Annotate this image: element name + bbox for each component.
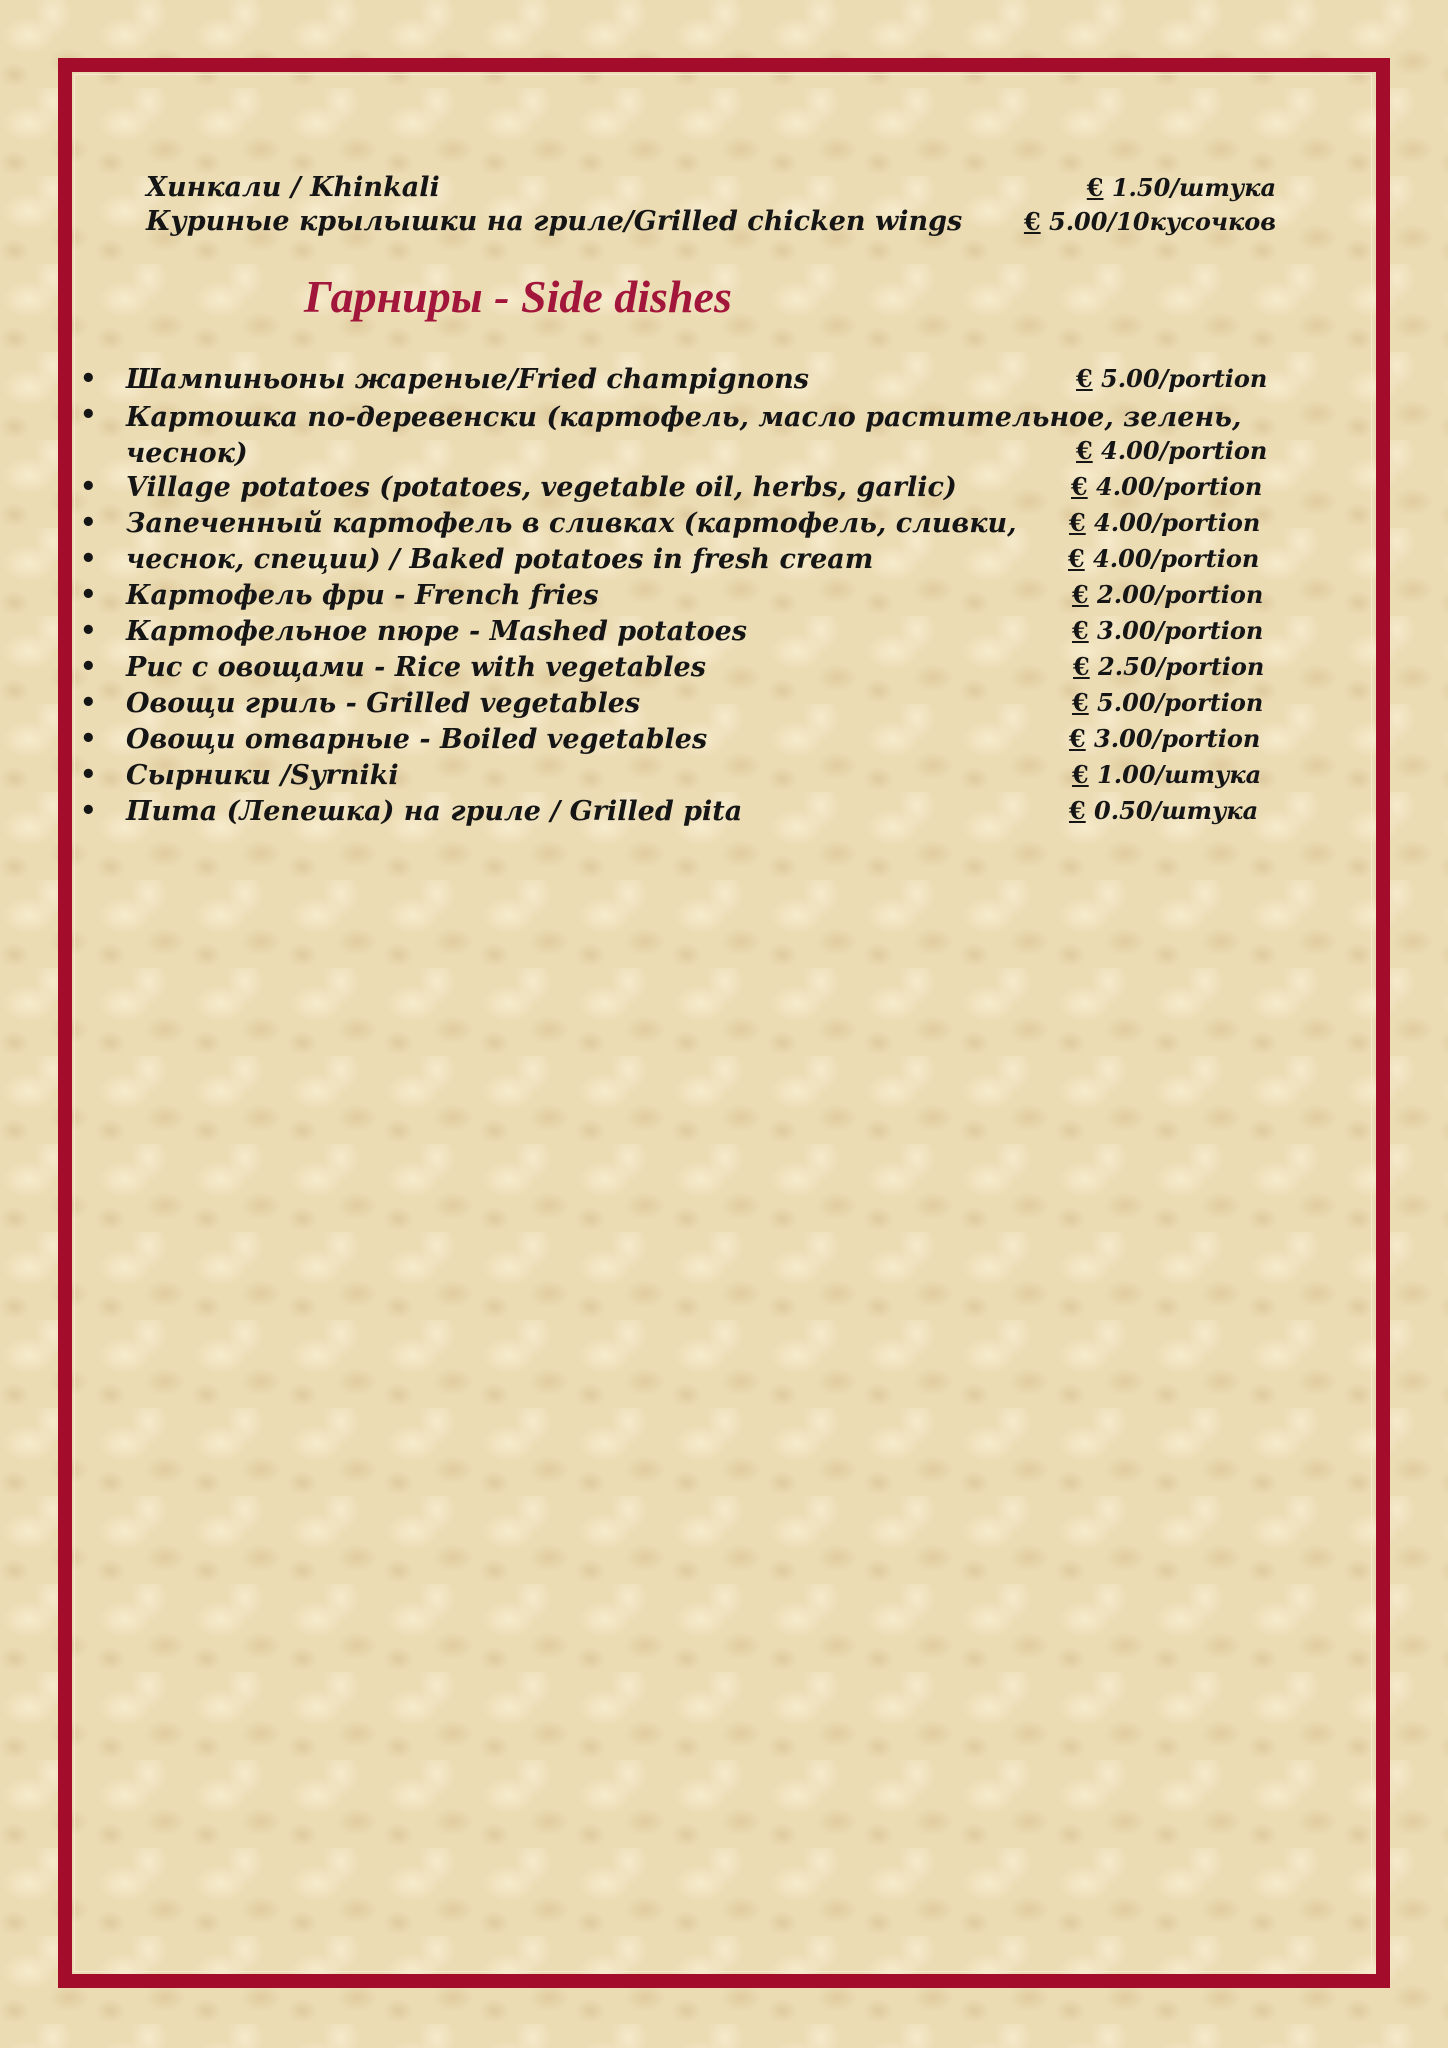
menu-item-chicken-wings (146, 206, 1276, 240)
euro-symbol: € (1073, 652, 1090, 681)
euro-symbol: € (1069, 508, 1086, 537)
dish-price (1076, 364, 1267, 393)
top-items-list (146, 172, 1276, 240)
price-value: 5.00/portion (1088, 688, 1264, 717)
menu-item-khinkali (146, 172, 1276, 206)
bullet-icon: • (80, 472, 97, 502)
bullet-icon: • (80, 796, 97, 826)
list-item (0, 472, 1448, 508)
dish-name: Картофель фри - French fries (126, 580, 599, 611)
list-item (0, 760, 1448, 796)
list-item (0, 688, 1448, 724)
section-title-side-dishes: Гарниры - Side dishes (304, 271, 732, 322)
euro-symbol: € (1076, 436, 1093, 465)
euro-symbol: € (1072, 760, 1089, 789)
euro-symbol: € (1071, 472, 1088, 501)
euro-symbol: € (1069, 724, 1086, 753)
bullet-icon: • (80, 652, 97, 682)
dish-name: Картошка по-деревенски (картофель, масло растительное, зелень, чеснок) (126, 402, 1242, 469)
bullet-icon: • (80, 400, 97, 430)
bullet-icon: • (80, 724, 97, 754)
dish-name: Village potatoes (potatoes, vegetable oil, herbs, garlic) (126, 472, 957, 503)
list-item (0, 364, 1448, 400)
euro-symbol: € (1068, 544, 1085, 573)
menu-item-name: Куриные крылышки на гриле/Grilled chicken wings (146, 206, 963, 237)
dish-price (1069, 796, 1258, 825)
dish-price (1069, 508, 1260, 537)
euro-symbol: € (1069, 796, 1086, 825)
euro-symbol: € (1072, 580, 1089, 609)
list-item (0, 796, 1448, 832)
list-item (0, 544, 1448, 580)
dish-name: Овощи отварные - Boiled vegetables (126, 724, 708, 755)
bullet-icon: • (80, 364, 97, 394)
price-value: 4.00/portion (1092, 436, 1268, 465)
price-value: 5.00/portion (1092, 364, 1268, 393)
price-value: 1.50/штука (1103, 173, 1276, 202)
euro-symbol: € (1072, 616, 1089, 645)
dish-price (1072, 616, 1263, 645)
dish-price (1072, 760, 1261, 789)
dish-name: Картофельное пюре - Mashed potatoes (126, 616, 747, 647)
euro-symbol: € (1023, 207, 1041, 236)
dish-price (1072, 580, 1263, 609)
dish-name: чеснок, специи) / Baked potatoes in fresh cream (126, 544, 874, 575)
price-value: 2.00/portion (1088, 580, 1264, 609)
list-item (0, 580, 1448, 616)
bullet-icon: • (80, 616, 97, 646)
dish-price (1073, 652, 1264, 681)
price-value: 1.00/штука (1088, 760, 1262, 789)
list-item (0, 652, 1448, 688)
price-value: 4.00/portion (1085, 508, 1261, 537)
price-value: 0.50/штука (1085, 796, 1259, 825)
price-value: 4.00/portion (1087, 472, 1263, 501)
dish-price (1071, 472, 1262, 501)
list-item (0, 508, 1448, 544)
price-value: 3.00/portion (1088, 616, 1264, 645)
dish-name: Овощи гриль - Grilled vegetables (126, 688, 641, 719)
euro-symbol: € (1076, 364, 1093, 393)
list-item (0, 400, 1448, 472)
menu-border-inner (74, 74, 1372, 1972)
side-dishes-list (0, 364, 1448, 832)
euro-symbol: € (1072, 688, 1089, 717)
dish-name: Шампиньоны жареные/Fried champignons (126, 364, 809, 395)
dish-name: Запеченный картофель в сливках (картофель, сливки, (126, 508, 1017, 539)
dish-price (1072, 688, 1263, 717)
menu-item-name: Хинкали / Khinkali (146, 172, 440, 203)
price-value: 2.50/portion (1089, 652, 1265, 681)
dish-price (1068, 544, 1259, 573)
bullet-icon: • (80, 580, 97, 610)
menu-item-price (1087, 173, 1276, 202)
list-item (0, 616, 1448, 652)
dish-name: Рис с овощами - Rice with vegetables (126, 652, 706, 683)
dish-name: Сырники /Syrniki (126, 760, 399, 791)
bullet-icon: • (80, 760, 97, 790)
dish-price (1069, 724, 1260, 753)
list-item (0, 724, 1448, 760)
price-value: 4.00/portion (1084, 544, 1260, 573)
bullet-icon: • (80, 508, 97, 538)
bullet-icon: • (80, 544, 97, 574)
bullet-icon: • (80, 688, 97, 718)
price-value: 3.00/portion (1085, 724, 1261, 753)
price-value: 5.00/10кусочков (1040, 207, 1276, 236)
dish-price (1076, 436, 1267, 465)
euro-symbol: € (1086, 173, 1104, 202)
menu-item-price (1024, 207, 1276, 236)
dish-name: Пита (Лепешка) на гриле / Grilled pita (126, 796, 743, 827)
